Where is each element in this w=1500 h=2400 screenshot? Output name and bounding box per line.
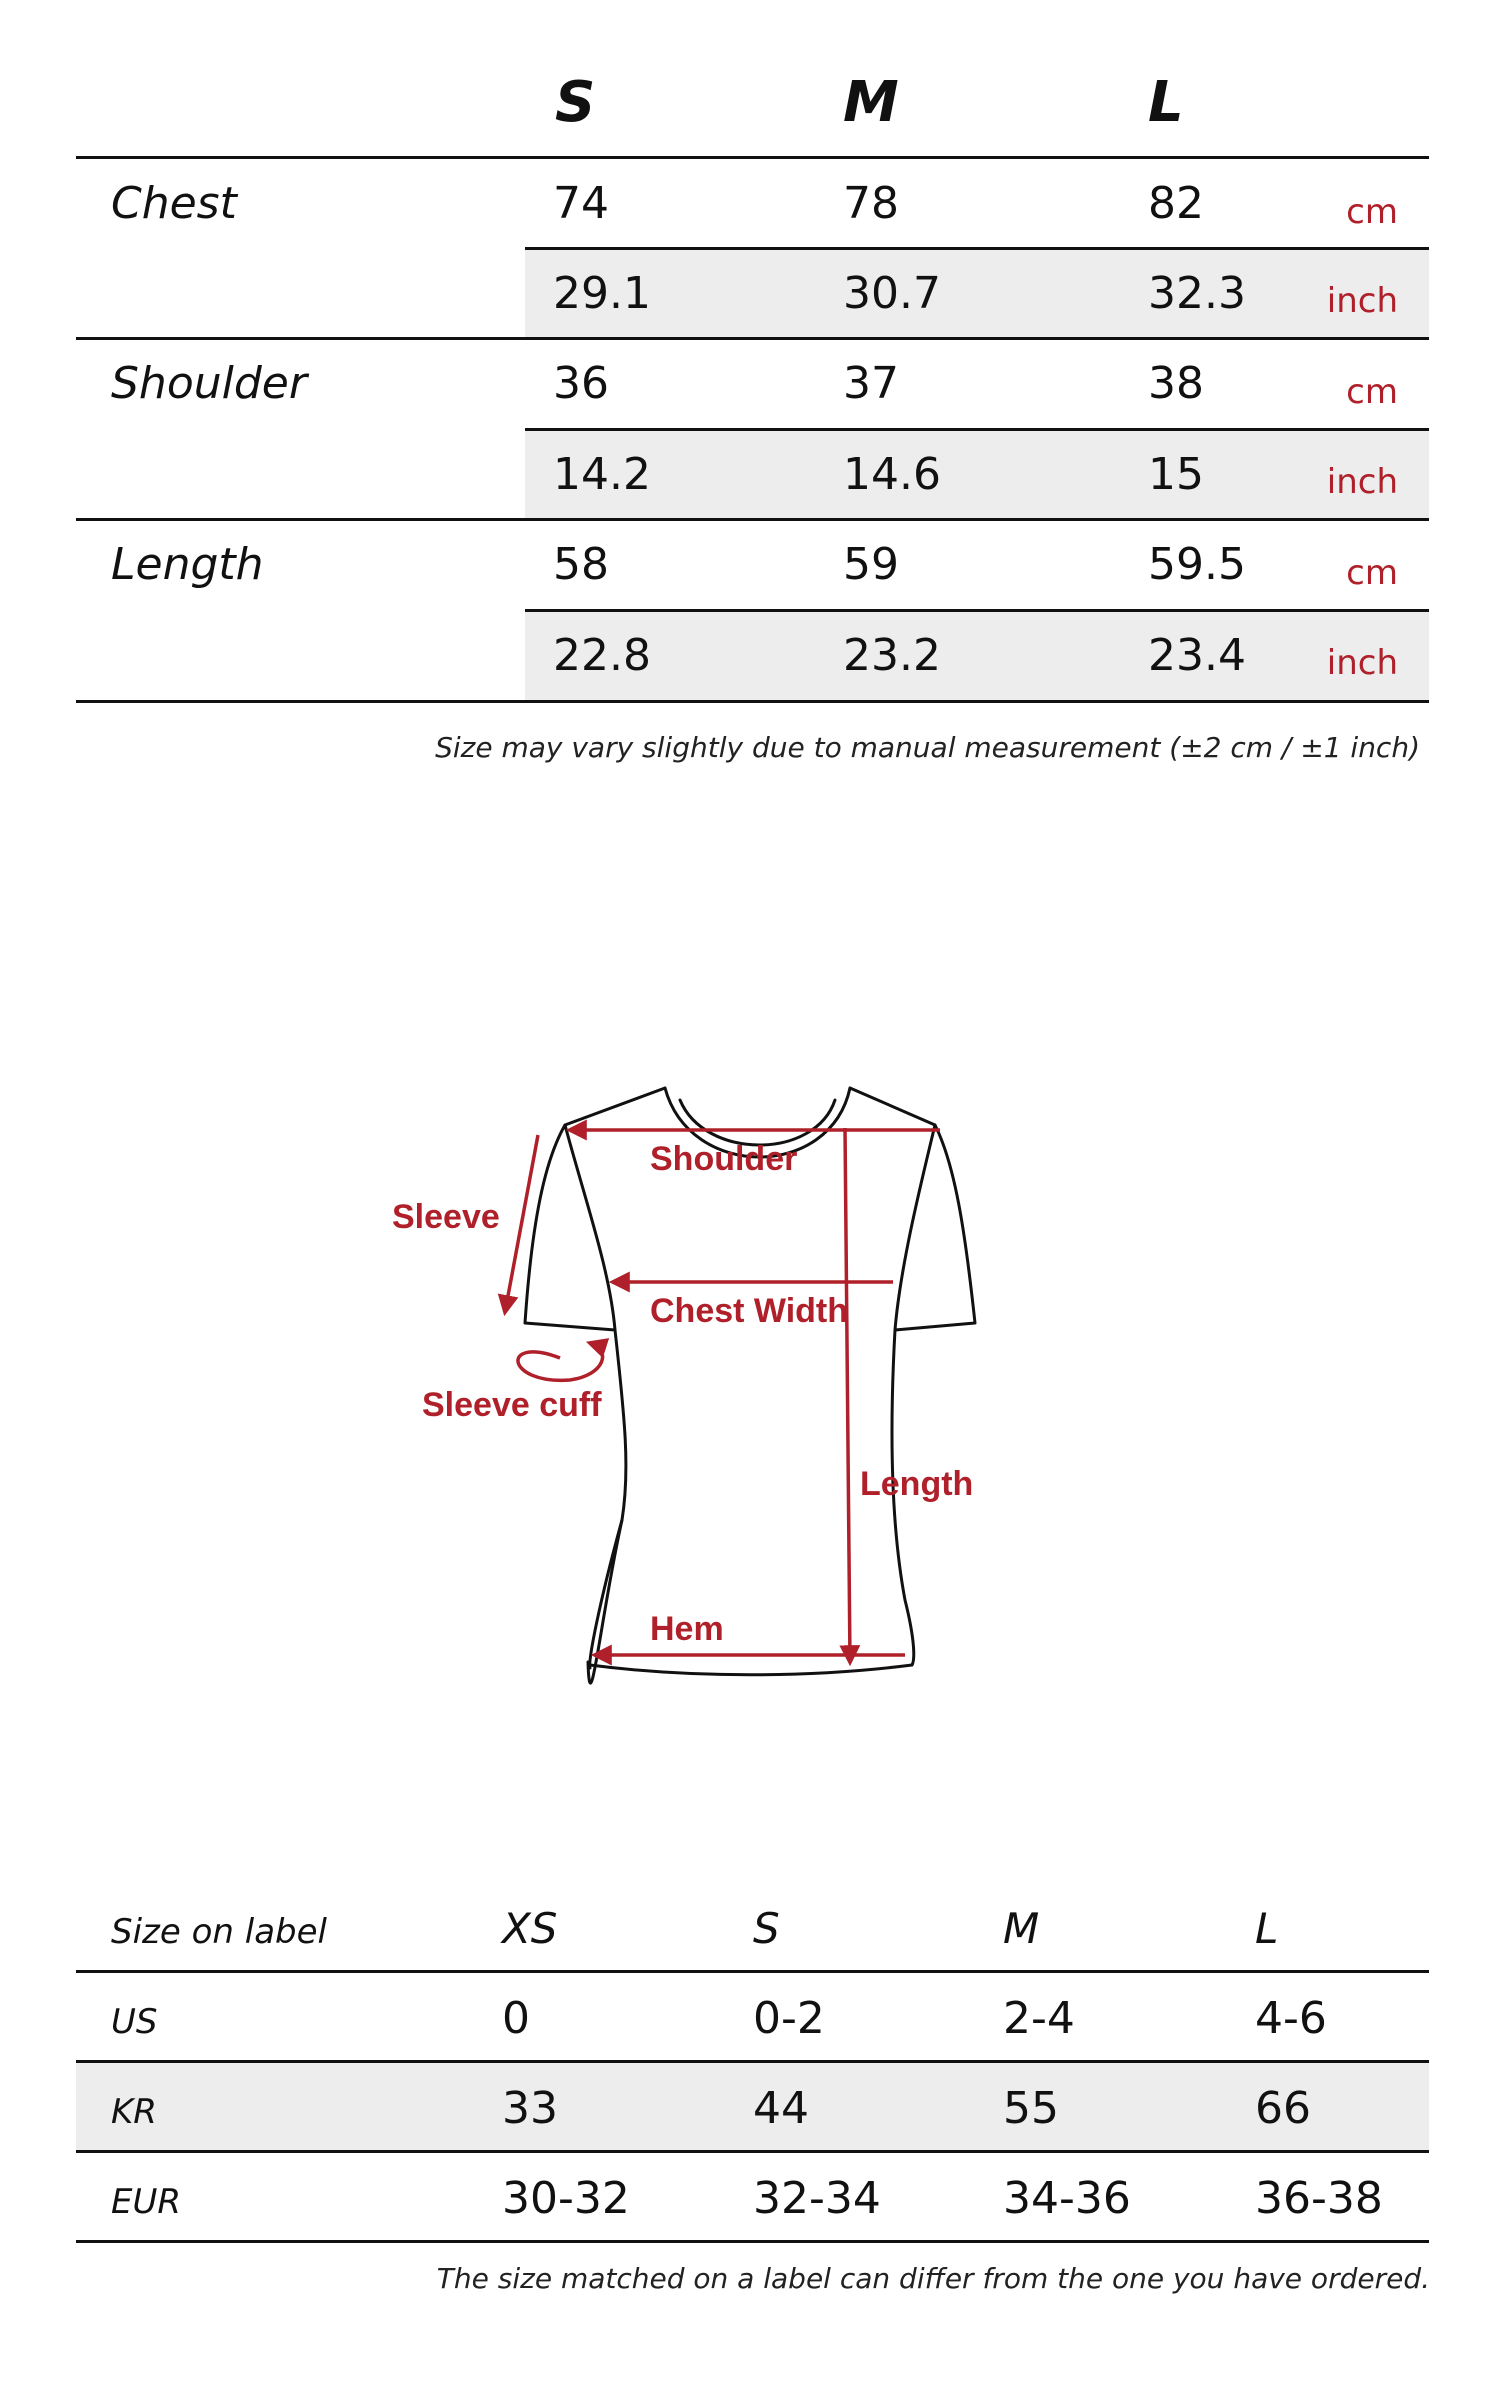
label-sleeve: Sleeve	[392, 1198, 500, 1236]
kr-l: 66	[1255, 2083, 1311, 2134]
length-inch-l: 23.4	[1148, 630, 1246, 681]
conv-row-rule	[76, 2150, 1429, 2153]
length-inch-m: 23.2	[843, 630, 941, 681]
label-hem: Hem	[650, 1610, 724, 1648]
shoulder-inch-l: 15	[1148, 449, 1204, 500]
chest-cm-m: 78	[843, 178, 899, 229]
length-inch-s: 22.8	[553, 630, 651, 681]
length-cm-s: 58	[553, 539, 609, 590]
measurement-note: Size may vary slightly due to manual measurement (±2 cm / ±1 inch)	[435, 731, 1420, 764]
chest-cm-l: 82	[1148, 178, 1204, 229]
conv-size-s: S	[753, 1904, 780, 1953]
row-label-eur: EUR	[111, 2182, 181, 2222]
kr-xs: 33	[502, 2083, 558, 2134]
cuff-arrow	[518, 1343, 603, 1380]
conv-bottom-rule	[76, 2240, 1429, 2243]
unit-inch: inch	[1326, 643, 1398, 683]
conv-top-rule	[76, 1970, 1429, 1973]
chest-cm-s: 74	[553, 178, 609, 229]
eur-s: 32-34	[753, 2173, 881, 2224]
sleeve-arrow	[505, 1135, 538, 1312]
kr-s: 44	[753, 2083, 809, 2134]
eur-l: 36-38	[1255, 2173, 1383, 2224]
shoulder-inch-s: 14.2	[553, 449, 651, 500]
eur-m: 34-36	[1003, 2173, 1131, 2224]
length-cm-m: 59	[843, 539, 899, 590]
unit-cm: cm	[1346, 553, 1398, 593]
row-label-length: Length	[111, 539, 264, 590]
unit-cm: cm	[1346, 372, 1398, 412]
kr-m: 55	[1003, 2083, 1059, 2134]
row-label-us: US	[111, 2002, 158, 2042]
chest-inch-m: 30.7	[843, 268, 941, 319]
row-label-chest: Chest	[111, 178, 237, 229]
chest-inch-s: 29.1	[553, 268, 651, 319]
us-m: 2-4	[1003, 1993, 1075, 2044]
us-s: 0-2	[753, 1993, 825, 2044]
length-cm-l: 59.5	[1148, 539, 1246, 590]
unit-cm: cm	[1346, 192, 1398, 232]
shoulder-cm-l: 38	[1148, 358, 1204, 409]
label-shoulder: Shoulder	[650, 1140, 798, 1178]
size-on-label-header: Size on label	[111, 1912, 327, 1952]
unit-inch: inch	[1326, 462, 1398, 502]
chest-inch-l: 32.3	[1148, 268, 1246, 319]
size-header-l: L	[1148, 70, 1184, 135]
shoulder-cm-s: 36	[553, 358, 609, 409]
label-sleeve-cuff: Sleeve cuff	[422, 1386, 602, 1424]
conversion-note: The size matched on a label can differ from the one you have ordered.	[436, 2262, 1430, 2295]
conv-size-l: L	[1255, 1904, 1279, 1953]
conv-size-m: M	[1003, 1904, 1040, 1953]
size-header-s: S	[555, 70, 596, 135]
eur-xs: 30-32	[502, 2173, 630, 2224]
us-xs: 0	[502, 1993, 530, 2044]
row-label-shoulder: Shoulder	[111, 358, 307, 409]
label-length: Length	[860, 1465, 974, 1503]
shoulder-inch-m: 14.6	[843, 449, 941, 500]
unit-inch: inch	[1326, 281, 1398, 321]
us-l: 4-6	[1255, 1993, 1327, 2044]
row-label-kr: KR	[111, 2092, 157, 2132]
label-chest-width: Chest Width	[650, 1292, 849, 1330]
conv-size-xs: XS	[502, 1904, 558, 1953]
shoulder-cm-m: 37	[843, 358, 899, 409]
size-header-m: M	[843, 70, 899, 135]
length-arrow	[845, 1128, 850, 1662]
